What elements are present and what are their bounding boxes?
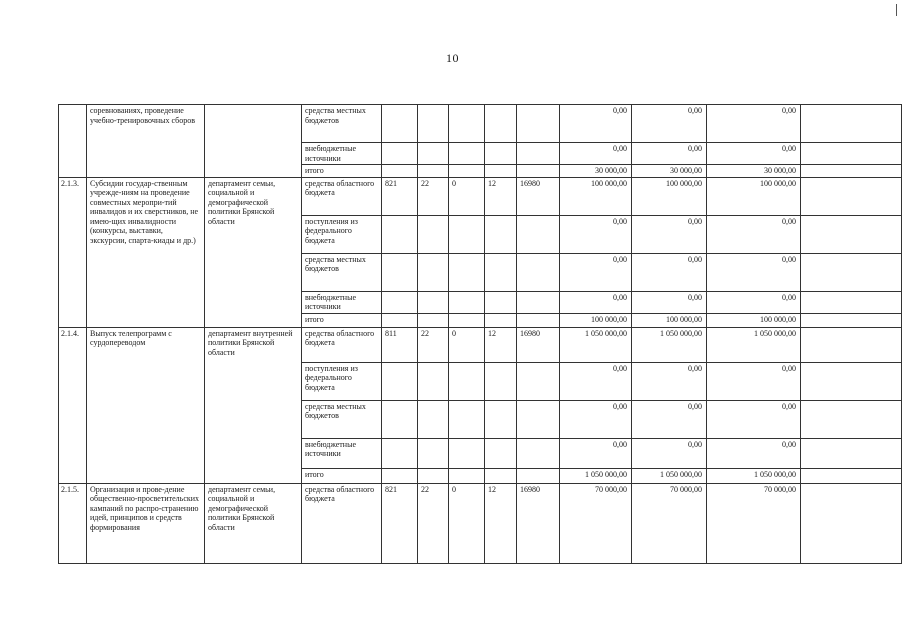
executor-name (205, 105, 302, 178)
code-section (418, 313, 449, 327)
empty-cell (801, 400, 902, 438)
funding-source: поступления из федерального бюджета (302, 215, 382, 253)
amount-year-1: 0,00 (560, 400, 632, 438)
amount-year-2: 30 000,00 (632, 165, 707, 178)
code-direction (517, 362, 560, 400)
code-gov (382, 438, 418, 468)
code-direction (517, 468, 560, 483)
amount-year-3: 1 050 000,00 (707, 468, 801, 483)
amount-year-2: 0,00 (632, 362, 707, 400)
amount-year-2: 100 000,00 (632, 177, 707, 215)
empty-cell (801, 362, 902, 400)
code-gov (382, 400, 418, 438)
row-number: 2.1.4. (59, 327, 87, 483)
code-subprogram: 12 (485, 483, 517, 563)
page-edge-mark (896, 4, 897, 16)
amount-year-1: 0,00 (560, 438, 632, 468)
executor-name: департамент внутренней политики Брянской области (205, 327, 302, 483)
amount-year-1: 1 050 000,00 (560, 327, 632, 362)
amount-year-1: 100 000,00 (560, 177, 632, 215)
code-subprogram (485, 362, 517, 400)
amount-year-3: 1 050 000,00 (707, 327, 801, 362)
code-program (449, 400, 485, 438)
code-section: 22 (418, 177, 449, 215)
amount-year-2: 0,00 (632, 438, 707, 468)
amount-year-1: 0,00 (560, 291, 632, 313)
amount-year-3: 0,00 (707, 215, 801, 253)
code-program (449, 291, 485, 313)
amount-year-1: 1 050 000,00 (560, 468, 632, 483)
budget-table (58, 104, 902, 564)
empty-cell (801, 177, 902, 215)
funding-source: средства областного бюджета (302, 327, 382, 362)
empty-cell (801, 313, 902, 327)
funding-source: итого (302, 468, 382, 483)
amount-year-1: 0,00 (560, 362, 632, 400)
code-subprogram (485, 165, 517, 178)
page-number: 10 (446, 51, 459, 65)
empty-cell (801, 327, 902, 362)
code-program (449, 313, 485, 327)
code-program (449, 105, 485, 143)
code-gov (382, 165, 418, 178)
code-subprogram (485, 400, 517, 438)
amount-year-2: 0,00 (632, 400, 707, 438)
amount-year-1: 30 000,00 (560, 165, 632, 178)
amount-year-2: 1 050 000,00 (632, 327, 707, 362)
code-subprogram (485, 438, 517, 468)
code-gov (382, 215, 418, 253)
code-subprogram (485, 253, 517, 291)
amount-year-3: 0,00 (707, 291, 801, 313)
amount-year-3: 0,00 (707, 253, 801, 291)
empty-cell (801, 438, 902, 468)
executor-name: департамент семьи, социальной и демографической политики Брянской области (205, 177, 302, 327)
amount-year-1: 70 000,00 (560, 483, 632, 563)
empty-cell (801, 291, 902, 313)
code-gov (382, 143, 418, 165)
amount-year-3: 0,00 (707, 438, 801, 468)
amount-year-3: 0,00 (707, 105, 801, 143)
code-direction (517, 143, 560, 165)
row-number: 2.1.5. (59, 483, 87, 563)
funding-source: внебюджетные источники (302, 438, 382, 468)
amount-year-3: 100 000,00 (707, 177, 801, 215)
code-direction (517, 313, 560, 327)
code-direction (517, 400, 560, 438)
code-program: 0 (449, 483, 485, 563)
code-direction: 16980 (517, 327, 560, 362)
table-row (59, 483, 902, 563)
code-gov (382, 253, 418, 291)
row-number: 2.1.3. (59, 177, 87, 327)
amount-year-2: 100 000,00 (632, 313, 707, 327)
amount-year-2: 0,00 (632, 215, 707, 253)
table-row (59, 105, 902, 143)
code-section (418, 215, 449, 253)
table-row (59, 327, 902, 362)
code-section (418, 362, 449, 400)
code-subprogram: 12 (485, 177, 517, 215)
amount-year-3: 0,00 (707, 362, 801, 400)
code-gov (382, 468, 418, 483)
code-section (418, 253, 449, 291)
funding-source: поступления из федерального бюджета (302, 362, 382, 400)
code-subprogram (485, 313, 517, 327)
amount-year-1: 100 000,00 (560, 313, 632, 327)
amount-year-1: 0,00 (560, 215, 632, 253)
code-program (449, 165, 485, 178)
empty-cell (801, 215, 902, 253)
code-program: 0 (449, 177, 485, 215)
amount-year-3: 100 000,00 (707, 313, 801, 327)
code-direction (517, 165, 560, 178)
code-gov (382, 313, 418, 327)
amount-year-3: 0,00 (707, 143, 801, 165)
code-section (418, 468, 449, 483)
budget-table-body (59, 105, 902, 564)
activity-name: Организация и прове-дение общественно-просветительских кампаний по распро-странению идей, принципов и средств формирования (87, 483, 205, 563)
amount-year-2: 0,00 (632, 253, 707, 291)
code-direction (517, 215, 560, 253)
activity-name: Выпуск телепрограмм с сурдопереводом (87, 327, 205, 483)
code-gov: 821 (382, 483, 418, 563)
funding-source: средства областного бюджета (302, 483, 382, 563)
code-program (449, 438, 485, 468)
funding-source: внебюджетные источники (302, 291, 382, 313)
table-row (59, 177, 902, 215)
code-program (449, 253, 485, 291)
amount-year-1: 0,00 (560, 253, 632, 291)
code-section (418, 105, 449, 143)
code-subprogram (485, 105, 517, 143)
code-direction (517, 291, 560, 313)
code-direction: 16980 (517, 177, 560, 215)
amount-year-2: 70 000,00 (632, 483, 707, 563)
empty-cell (801, 165, 902, 178)
code-gov (382, 291, 418, 313)
funding-source: внебюджетные источники (302, 143, 382, 165)
amount-year-2: 1 050 000,00 (632, 468, 707, 483)
empty-cell (801, 143, 902, 165)
code-section: 22 (418, 327, 449, 362)
code-subprogram (485, 143, 517, 165)
activity-name: соревнованиях, проведение учебно-тренировочных сборов (87, 105, 205, 178)
code-section (418, 143, 449, 165)
code-direction (517, 438, 560, 468)
funding-source: средства областного бюджета (302, 177, 382, 215)
code-gov (382, 362, 418, 400)
amount-year-1: 0,00 (560, 105, 632, 143)
code-program (449, 468, 485, 483)
amount-year-3: 0,00 (707, 400, 801, 438)
code-section (418, 400, 449, 438)
activity-name: Субсидии государ-ственным учрежде-ниям на проведение совместных меропри-тий инвалидов и их сверстников, не имею-щих инвалидности (конкурсы, выставки, экскурсии, спарта-киады и др.) (87, 177, 205, 327)
code-direction (517, 253, 560, 291)
code-program: 0 (449, 327, 485, 362)
amount-year-2: 0,00 (632, 291, 707, 313)
code-subprogram (485, 291, 517, 313)
empty-cell (801, 483, 902, 563)
code-direction: 16980 (517, 483, 560, 563)
code-direction (517, 105, 560, 143)
empty-cell (801, 468, 902, 483)
code-program (449, 215, 485, 253)
executor-name: департамент семьи, социальной и демографической политики Брянской области (205, 483, 302, 563)
code-section: 22 (418, 483, 449, 563)
code-subprogram (485, 468, 517, 483)
amount-year-3: 30 000,00 (707, 165, 801, 178)
code-section (418, 291, 449, 313)
amount-year-3: 70 000,00 (707, 483, 801, 563)
row-number (59, 105, 87, 178)
code-program (449, 362, 485, 400)
amount-year-2: 0,00 (632, 143, 707, 165)
funding-source: средства местных бюджетов (302, 400, 382, 438)
code-gov (382, 105, 418, 143)
code-section (418, 438, 449, 468)
code-gov: 821 (382, 177, 418, 215)
code-subprogram (485, 215, 517, 253)
amount-year-1: 0,00 (560, 143, 632, 165)
amount-year-2: 0,00 (632, 105, 707, 143)
funding-source: средства местных бюджетов (302, 105, 382, 143)
code-subprogram: 12 (485, 327, 517, 362)
empty-cell (801, 105, 902, 143)
empty-cell (801, 253, 902, 291)
funding-source: средства местных бюджетов (302, 253, 382, 291)
code-program (449, 143, 485, 165)
code-section (418, 165, 449, 178)
funding-source: итого (302, 165, 382, 178)
code-gov: 811 (382, 327, 418, 362)
funding-source: итого (302, 313, 382, 327)
